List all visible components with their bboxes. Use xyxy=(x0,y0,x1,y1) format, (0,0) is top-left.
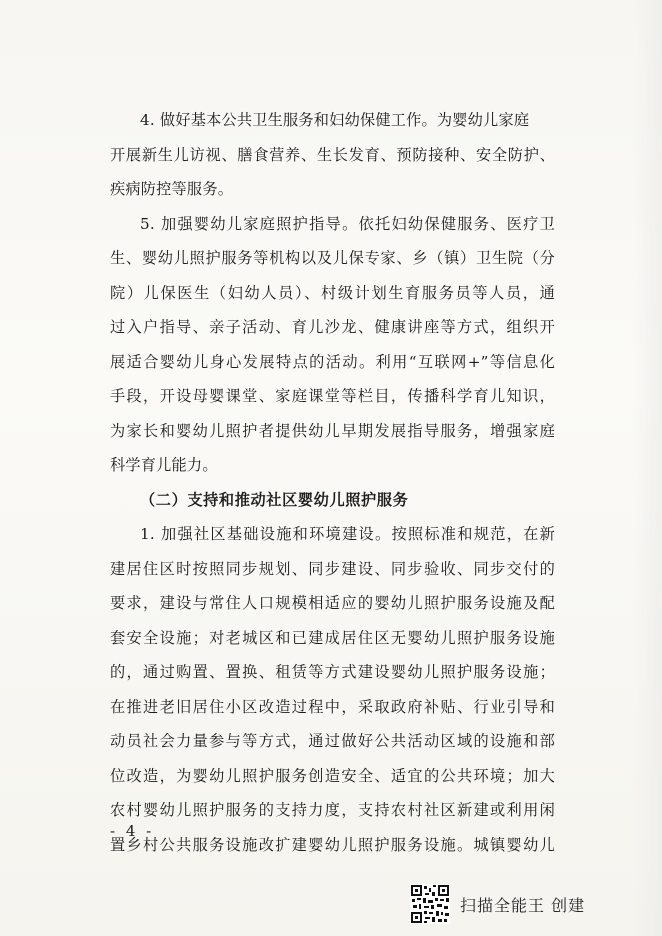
paragraph-4-line-3: 疾病防控等服务。 xyxy=(110,180,234,198)
paragraph-5-line-3: 院）儿保医生（妇幼人员）、村级计划生育服务员等人员，通 xyxy=(110,283,555,302)
paragraph-5-line-1: 5. 加强婴幼儿家庭照护指导。依托妇幼保健服务、医疗卫 xyxy=(140,214,555,233)
paragraph-1-line-10: 置乡村公共服务设施改扩建婴幼儿照护服务设施。城镇婴幼儿 xyxy=(110,835,555,854)
paragraph-1-line-8: 位改造，为婴幼儿照护服务创造安全、适宜的公共环境；加大 xyxy=(110,766,555,785)
paragraph-4-line-2: 开展新生儿访视、膳食营养、生长发育、预防接种、安全防护、 xyxy=(110,145,555,164)
scanner-watermark xyxy=(410,886,585,922)
page-number: - 4 - xyxy=(110,822,155,840)
paragraph-5-line-2: 生、婴幼儿照护服务等机构以及儿保专家、乡（镇）卫生院（分 xyxy=(110,249,555,267)
qr-code-icon xyxy=(410,884,450,924)
paragraph-5-line-6: 手段，开设母婴课堂、家庭课堂等栏目，传播科学育儿知识， xyxy=(110,387,555,405)
paragraph-1-line-1: 1. 加强社区基础设施和环境建设。按照标准和规范，在新 xyxy=(140,525,555,543)
paragraph-1-line-3: 要求，建设与常住人口规模相适应的婴幼儿照护服务设施及配 xyxy=(110,594,555,612)
paragraph-1-line-7: 动员社会力量参与等方式，通过做好公共活动区域的设施和部 xyxy=(110,732,555,750)
paragraph-1-line-2: 建居住区时按照同步规划、同步建设、同步验收、同步交付的 xyxy=(110,559,555,578)
paragraph-5-line-7: 为家长和婴幼儿照护者提供幼儿早期发展指导服务，增强家庭 xyxy=(110,421,555,440)
paragraph-5-line-5: 展适合婴幼儿身心发展特点的活动。利用“互联网+”等信息化 xyxy=(110,352,555,371)
body-text xyxy=(110,103,555,862)
section-heading: （二）支持和推动社区婴幼儿照护服务 xyxy=(140,490,409,509)
scan-edge-shadow xyxy=(632,0,662,936)
paragraph-1-line-5: 的，通过购置、置换、租赁等方式建设婴幼儿照护服务设施； xyxy=(110,663,555,681)
paragraph-1-line-9: 农村婴幼儿照护服务的支持力度，支持农村社区新建或利用闲 xyxy=(110,801,555,819)
paragraph-4-line-1: 4. 做好基本公共卫生服务和妇幼保健工作。为婴幼儿家庭 xyxy=(140,111,530,129)
watermark-text: 扫描全能王 创建 xyxy=(460,895,586,915)
paragraph-5-line-4: 过入户指导、亲子活动、育儿沙龙、健康讲座等方式，组织开 xyxy=(110,318,555,336)
paragraph-1-line-6: 在推进老旧居住小区改造过程中，采取政府补贴、行业引导和 xyxy=(110,697,555,716)
paragraph-5-line-8: 科学育儿能力。 xyxy=(110,456,218,474)
paragraph-1-line-4: 套安全设施；对老城区和已建成居住区无婴幼儿照护服务设施 xyxy=(110,628,555,647)
